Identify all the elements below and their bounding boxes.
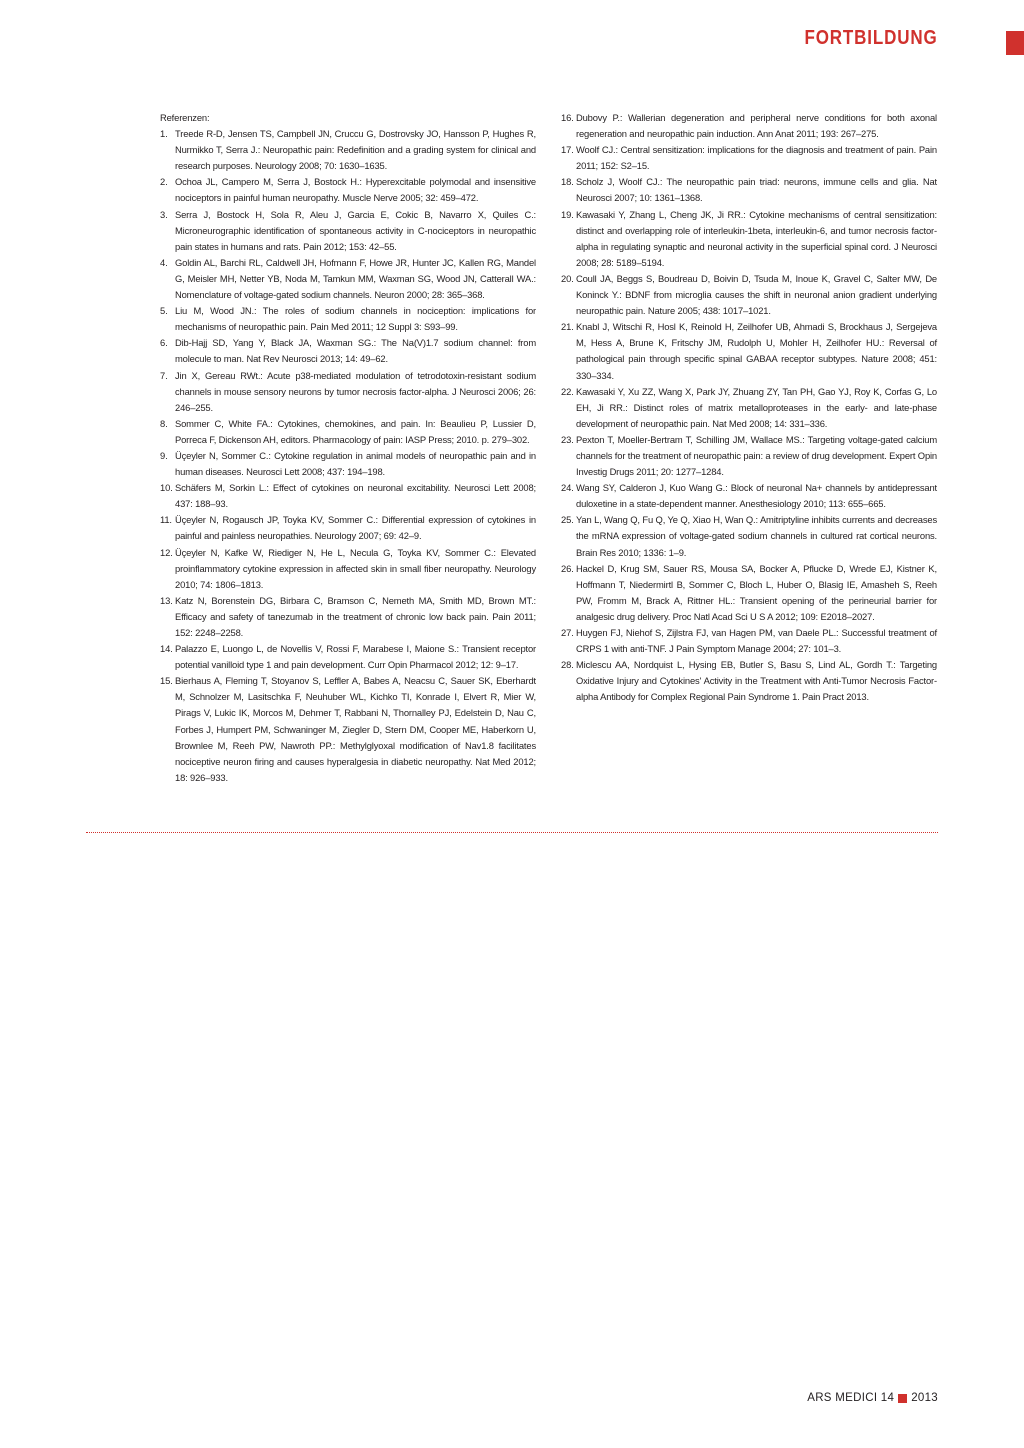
reference-item: [160, 126, 536, 174]
reference-number: 28.: [561, 659, 574, 671]
reference-text: Yan L, Wang Q, Fu Q, Ye Q, Xiao H, Wan Q.: Amitriptyline inhibits currents and decreases the mRNA expression of voltage-gated sodium channels in cultured rat cortical neurons. Brain Res 2010; 1336: 1–9.: [576, 514, 937, 558]
reference-text: Katz N, Borenstein DG, Birbara C, Bramson C, Nemeth MA, Smith MD, Brown MT.: Efficacy and safety of tanezumab in the treatment of chronic low back pain. Pain 2011; 152: 2248–2258.: [175, 594, 536, 638]
reference-item: [160, 480, 536, 512]
reference-number: 15.: [160, 675, 173, 687]
journal-issue: ARS MEDICI 14: [807, 1392, 895, 1404]
reference-item: [561, 480, 937, 512]
reference-text: Jin X, Gereau RWt.: Acute p38-mediated modulation of tetrodotoxin-resistant sodium channels in mouse sensory neurons by tumor necrosis factor-alpha. J Neurosci 2006; 26: 246–255.: [175, 369, 536, 413]
reference-number: 25.: [561, 514, 574, 526]
reference-text: Dib-Hajj SD, Yang Y, Black JA, Waxman SG.: The Na(V)1.7 sodium channel: from molecule to man. Nat Rev Neurosci 2013; 14: 49–62.: [175, 337, 536, 365]
section-marker: [1006, 31, 1024, 55]
reference-list-left: [160, 126, 536, 786]
reference-number: 22.: [561, 385, 574, 397]
reference-item: [561, 110, 937, 142]
reference-number: 1.: [160, 128, 168, 140]
reference-item: [561, 319, 937, 383]
reference-item: [561, 432, 937, 480]
reference-number: 23.: [561, 433, 574, 445]
reference-number: 19.: [561, 208, 574, 220]
dotted-divider: [86, 832, 938, 833]
reference-item: [561, 384, 937, 432]
reference-text: Serra J, Bostock H, Sola R, Aleu J, Garcia E, Cokic B, Navarro X, Quiles C.: Microneurographic identification of spontaneous activity in C-nociceptors in neuropathic pain states in humans and rats. Pain 2012; 153: 42–55.: [175, 208, 536, 252]
reference-number: 6.: [160, 337, 168, 349]
reference-number: 8.: [160, 417, 168, 429]
reference-text: Bierhaus A, Fleming T, Stoyanov S, Leffler A, Babes A, Neacsu C, Sauer SK, Eberhardt M, Schnolzer M, Lasitschka F, Neuhuber WL, Kichko TI, Konrade I, Elvert R, Mier W, Pirags V, Lukic IK, Morcos M, Dehmer T, Rabbani N, Thornalley PJ, Edelstein D, Nau C, Forbes J, Humpert PM, Schwaninger M, Ziegler D, Stern DM, Cooper ME, Haberkorn U, Brownlee M, Reeh PW, Nawroth PP.: Methylglyoxal modification of Nav1.8 facilitates nociceptive neuron firing and causes hyperalgesia in diabetic neuropathy. Nat Med 2012; 18: 926–933.: [175, 675, 536, 783]
reference-number: 24.: [561, 482, 574, 494]
reference-text: Ochoa JL, Campero M, Serra J, Bostock H.: Hyperexcitable polymodal and insensitive nociceptors in painful human neuropathy. Muscle Nerve 2005; 32: 459–472.: [175, 176, 536, 204]
reference-number: 5.: [160, 305, 168, 317]
reference-text: Sommer C, White FA.: Cytokines, chemokines, and pain. In: Beaulieu P, Lussier D, Porreca F, Dickenson AH, editors. Pharmacology of pain: IASP Press; 2010. p. 279–302.: [175, 417, 536, 445]
section-title: FORTBILDUNG: [804, 27, 938, 49]
reference-item: [561, 174, 937, 206]
references-column-left: [160, 110, 536, 786]
footer-square-marker: [898, 1394, 907, 1403]
reference-text: Scholz J, Woolf CJ.: The neuropathic pain triad: neurons, immune cells and glia. Nat Neurosci 2007; 10: 1361–1368.: [576, 176, 937, 204]
reference-text: Goldin AL, Barchi RL, Caldwell JH, Hofmann F, Howe JR, Hunter JC, Kallen RG, Mandel G, Meisler MH, Netter YB, Noda M, Tamkun MM, Waxman SG, Wood JN, Catterall WA.: Nomenclature of voltage-gated sodium channels. Neuron 2000; 28: 365–368.: [175, 256, 536, 301]
reference-item: [160, 368, 536, 416]
reference-number: 4.: [160, 256, 168, 268]
reference-text: Wang SY, Calderon J, Kuo Wang G.: Block of neuronal Na+ channels by antidepressant duloxetine in a state-dependent manner. Anesthesiology 2010; 113: 655–665.: [576, 482, 937, 510]
reference-text: Miclescu AA, Nordquist L, Hysing EB, Butler S, Basu S, Lind AL, Gordh T.: Targeting Oxidative Injury and Cytokines' Activity in the Treatment with Anti-Tumor Necrosis Factor-alpha Antibody for Complex Regional Pain Syndrome 1. Pain Pract 2013.: [576, 659, 937, 703]
reference-item: [160, 207, 536, 255]
references-heading: Referenzen:: [160, 112, 210, 123]
reference-number: 2.: [160, 176, 168, 188]
reference-text: Knabl J, Witschi R, Hosl K, Reinold H, Zeilhofer UB, Ahmadi S, Brockhaus J, Sergejeva M, Hess A, Brune K, Fritschy JM, Rudolph U, Mohler H, Zeilhofer HU.: Reversal of pathological pain through specific spinal GABAA receptor subtypes. Nature 2008; 451: 330–334.: [576, 321, 937, 381]
reference-number: 3.: [160, 208, 168, 220]
reference-number: 18.: [561, 176, 574, 188]
reference-item: [160, 641, 536, 673]
reference-item: [160, 416, 536, 448]
reference-item: [561, 512, 937, 560]
reference-text: Schäfers M, Sorkin L.: Effect of cytokines on neuronal excitability. Neurosci Lett 2008; 437: 188–93.: [175, 482, 536, 510]
reference-item: [160, 448, 536, 480]
reference-text: Hackel D, Krug SM, Sauer RS, Mousa SA, Bocker A, Pflucke D, Wrede EJ, Kistner K, Hoffmann T, Niedermirtl B, Sommer C, Bloch L, Huber O, Blasig IE, Amasheh S, Reeh PW, Fromm M, Brack A, Rittner HL.: Transient opening of the perineurial barrier for analgesic drug delivery. Proc Natl Acad Sci U S A 2012; 109: E2018–2027.: [576, 562, 937, 622]
reference-number: 16.: [561, 112, 574, 123]
reference-item: [561, 207, 937, 271]
reference-number: 11.: [160, 514, 172, 526]
reference-number: 21.: [561, 321, 574, 333]
reference-item: [160, 593, 536, 641]
reference-number: 14.: [160, 643, 173, 655]
reference-number: 26.: [561, 562, 574, 574]
journal-year: 2013: [911, 1392, 938, 1404]
reference-item: [561, 625, 937, 657]
reference-text: Kawasaki Y, Zhang L, Cheng JK, Ji RR.: Cytokine mechanisms of central sensitization: distinct and overlapping role of interleukin-1beta, interleukin-6, and tumor necrosis factor-alpha in regulating synaptic and neuronal activity in the superficial spinal cord. J Neurosci 2008; 28: 5189–5194.: [576, 208, 937, 268]
reference-item: [160, 673, 536, 786]
reference-item: [561, 561, 937, 625]
reference-text: Coull JA, Beggs S, Boudreau D, Boivin D, Tsuda M, Inoue K, Gravel C, Salter MW, De Koninck Y.: BDNF from microglia causes the shift in neuronal anion gradient underlying neuropathic pain. Nature 2005; 438: 1017–1021.: [576, 272, 937, 317]
reference-text: Palazzo E, Luongo L, de Novellis V, Rossi F, Marabese I, Maione S.: Transient receptor potential vanilloid type 1 and pain development. Curr Opin Pharmacol 2012; 12: 9–17.: [175, 643, 536, 671]
reference-number: 7.: [160, 369, 168, 381]
references-column-right: [561, 110, 937, 705]
reference-number: 10.: [160, 482, 173, 494]
reference-text: Huygen FJ, Niehof S, Zijlstra FJ, van Hagen PM, van Daele PL.: Successful treatment of CRPS 1 with anti-TNF. J Pain Symptom Manage 2004; 27: 101–3.: [576, 627, 937, 655]
reference-item: [561, 657, 937, 705]
reference-number: 27.: [561, 627, 574, 638]
reference-item: [160, 335, 536, 367]
reference-text: Dubovy P.: Wallerian degeneration and peripheral nerve conditions for both axonal regeneration and neuropathic pain induction. Ann Anat 2011; 193: 267–275.: [576, 112, 937, 140]
reference-item: [160, 512, 536, 544]
reference-number: 12.: [160, 546, 173, 558]
reference-text: Treede R-D, Jensen TS, Campbell JN, Cruccu G, Dostrovsky JO, Hansson P, Hughes R, Nurmikko T, Serra J.: Neuropathic pain: Redefinition and a grading system for clinical and research purposes. Neurology 2008; 70: 1630–1635.: [175, 128, 536, 172]
reference-item: [160, 255, 536, 303]
reference-item: [160, 174, 536, 206]
reference-number: 20.: [561, 272, 574, 284]
reference-item: [160, 303, 536, 335]
reference-text: Üçeyler N, Sommer C.: Cytokine regulation in animal models of neuropathic pain and in human diseases. Neurosci Lett 2008; 437: 194–198.: [175, 449, 536, 478]
reference-text: Kawasaki Y, Xu ZZ, Wang X, Park JY, Zhuang ZY, Tan PH, Gao YJ, Roy K, Corfas G, Lo EH, Ji RR.: Distinct roles of matrix metalloproteases in the early- and late-phase development of neuropathic pain. Nat Med 2008; 14: 331–336.: [576, 385, 937, 429]
reference-text: Pexton T, Moeller-Bertram T, Schilling JM, Wallace MS.: Targeting voltage-gated calcium channels for the treatment of neuropathic pain: a review of drug development. Expert Opin Investig Drugs 2011; 20: 1277–1284.: [576, 433, 937, 478]
reference-item: [160, 545, 536, 593]
reference-number: 13.: [160, 594, 173, 606]
reference-number: 17.: [561, 144, 574, 156]
reference-item: [561, 142, 937, 174]
reference-text: Liu M, Wood JN.: The roles of sodium channels in nociception: implications for mechanisms of neuropathic pain. Pain Med 2011; 12 Suppl 3: S93–99.: [175, 305, 536, 333]
reference-text: Woolf CJ.: Central sensitization: implications for the diagnosis and treatment of pain. Pain 2011; 152: S2–15.: [576, 144, 937, 172]
reference-item: [561, 271, 937, 319]
reference-list-right: [561, 110, 937, 705]
page-footer: [807, 1392, 938, 1404]
reference-text: Üçeyler N, Rogausch JP, Toyka KV, Sommer C.: Differential expression of cytokines in painful and painless neuropathies. Neurology 2007; 69: 42–9.: [175, 514, 536, 542]
reference-text: Üçeyler N, Kafke W, Riediger N, He L, Necula G, Toyka KV, Sommer C.: Elevated proinflammatory cytokine expression in affected skin in small fiber neuropathy. Neurology 2010; 74: 1806–1813.: [175, 546, 536, 590]
reference-number: 9.: [160, 449, 168, 461]
